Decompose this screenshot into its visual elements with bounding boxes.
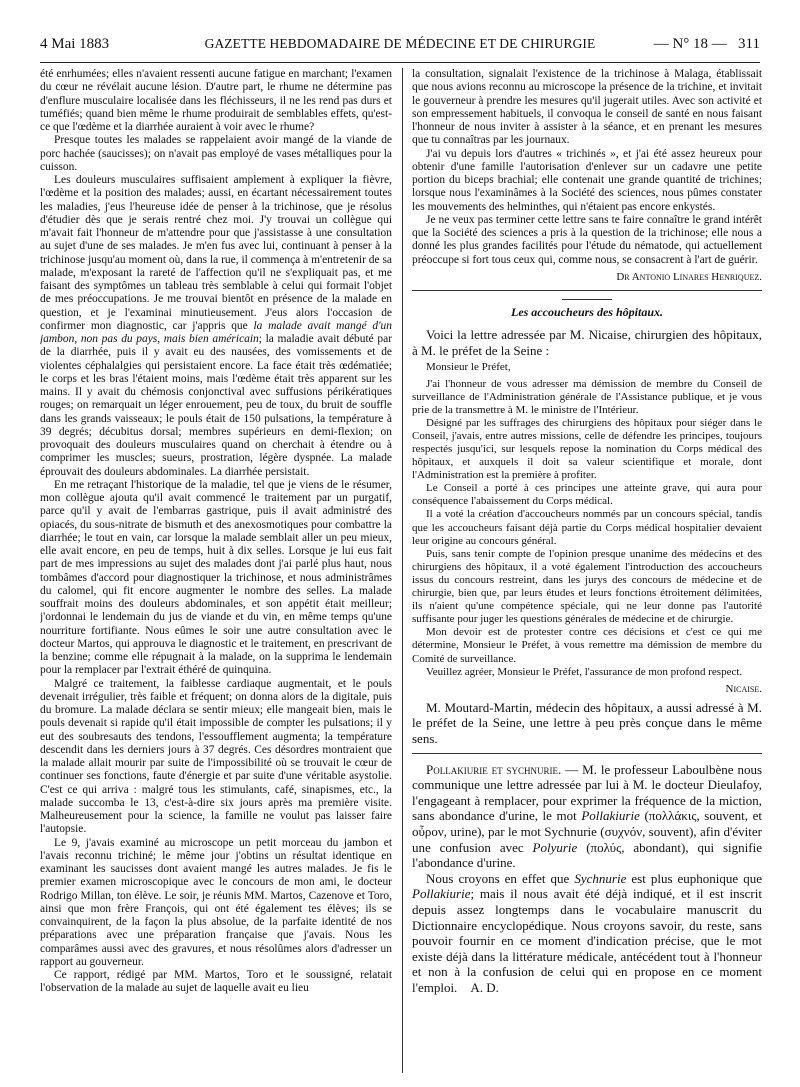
- italic-term: Sychnurie: [574, 870, 627, 886]
- letter-body: [412, 378, 762, 696]
- short-rule: [562, 299, 612, 300]
- italic-quote: la malade avait mangé d'un jambon, non pas du pays, mais bien américain: [40, 319, 392, 345]
- paragraph: Malgré ce traitement, la faiblesse cardiaque augmentait, et le pouls devenait irrégulier, très faible et fréquent; on donna alors de la digitale, puis du bromure. La malade déclara se sentir mieux; elle mangeait bien, mais le pouls devenait si rapide qu'il était impossible de compter les pulsations; il y eut des soubresauts des tendons, l'essoufflement augmenta; la température descendit dans les derniers jours à 37 degrés. Ces désordres montraient que la malade allait mourir par suite de l'impossibilité où se trouvait le cœur de continuer ses fonctions, faute d'énergie et par suite d'une véritable asystolie. C'est ce qui arriva : malgré tous les stimulants, café, sinapismes, etc., la malade succomba le 13, c'est-à-dire six jours après ma première visite. Malheureusement pour la science, la famille ne voulut pas laisser faire l'autopsie.: [40, 677, 392, 836]
- header-rule: [40, 62, 760, 63]
- section-rule: [412, 290, 762, 291]
- column-divider: [402, 68, 403, 1073]
- running-header: [40, 36, 760, 58]
- italic-term: Pollakiurie: [581, 808, 640, 824]
- paragraph: la consultation, signalait l'existence de la trichinose à Malaga, établissait que nous avions reconnu au microscope la présence de la trichine, et invitait le gouverneur à prendre les mesures qu'il jugerait utiles. Avec son activité et son empressement habituels, il convoqua le conseil de santé en nous faisant l'honneur de nous inviter à assister à la séance, et en prenant les mesures que tu connaîtras par les journaux.: [412, 68, 762, 147]
- paragraph: [40, 174, 392, 479]
- issue-and-page: [654, 36, 760, 53]
- letter-intro: Voici la lettre adressée par M. Nicaise, chirurgien des hôpitaux, à M. le préfet de la Seine :: [412, 327, 762, 358]
- paragraph-pollakiurie: [412, 762, 762, 871]
- left-column: [40, 68, 392, 1078]
- paragraph-sychnurie: [412, 871, 762, 996]
- text-run: (πολύς, abondant), qui signifie l'abondance d'urine.: [412, 839, 762, 871]
- paragraph: En me retraçant l'historique de la maladie, tel que je viens de le résumer, mon collègue ajouta qu'il avait commencé le traitement par un purgatif, parce qu'il y avait de l'embarras gastrique, puis il avait administré des opiacés, du sous-nitrate de bismuth et des anexosmotiques pour combattre la diarrhée; le tout en vain, car lorsque la malade semblait aller un peu mieux, elle avait encore, en peu de temps, huit à dix selles. Lorsque je lui eus fait part de mes impressions au sujet des malades dont j'ai parlé plus haut, nous tombâmes d'accord pour diagnostiquer la trichinose, et nous administrâmes du calomel, qui fit encore augmenter le nombre des selles. La malade souffrait moins des douleurs abdominales, et son appétit était meilleur; j'ordonnai le lendemain du jus de viande et du vin, en même temps qu'une nourriture fortifiante. Nous eûmes le soir une autre consultation avec le docteur Martos, qui approuva le diagnostic et le traitement, en prescrivant de la benzine; comme elle répugnait à la malade, on la supprima le lendemain pour la remplacer par l'extrait éthéré de quinquina.: [40, 478, 392, 677]
- paragraph: Le Conseil a porté à ces principes une atteinte grave, qui aura pour conséquence l'abaissement du Corps médical.: [412, 482, 762, 508]
- text-run: Les douleurs musculaires suffisaient amplement à expliquer la fièvre, l'œdème et la position des malades; aussi, en écartant nécessairement toutes les maladies, j'eus l'heureuse idée de penser à la trichinose, que je résolus d'étudier dès que je serais rentré chez moi. J'y trouvai un collègue qui m'avait fait l'honneur de m'attendre pour que j'assistasse à une consultation au sujet d'une de ses malades. Je m'en fus avec lui, continuant à penser à la trichinose jusqu'au moment où, dans la rue, il commença à m'entretenir de sa malade, m'exposant la rareté de l'affection qu'il ne s'expliquait pas, et me faisant des symptômes un tableau très semblable à celui qui formait l'objet de mes préoccupations. Je me trouvai bientôt en présence de la malade en question, et je l'examinai minutieusement. J'eus alors l'occasion de confirmer mon diagnostic, car j'appris que: [40, 174, 392, 332]
- right-column: [412, 68, 762, 1078]
- paragraph: Mon devoir est de protester contre ces décisions et c'est ce qui me détermine, Monsieur le Préfet, à vous remettre ma démission de membre du Comité de surveillance.: [412, 626, 762, 665]
- paragraph: Je ne veux pas terminer cette lettre sans te faire connaître le grand intérêt que la Société des sciences a pris à la question de la trichinose; elle nous a donné les plus grandes facilités pour l'étude du nématode, qui actuellement préoccupe si fort tous ceux qui, comme nous, se consacrent à l'art de guérir.: [412, 213, 762, 266]
- paragraph: Il a voté la création d'accoucheurs nommés par un concours spécial, tandis que les accoucheurs faisant déjà partie du Corps médical hospitalier devaient leur origine au concours général.: [412, 508, 762, 547]
- paragraph: Désigné par les suffrages des chirurgiens des hôpitaux pour siéger dans le Conseil, j'avais, entre autres missions, celle de défendre les principes, toujours respectés jusqu'ici, sur lesquels repose la nomination du Corps médical des hôpitaux, et auxquels il doit sa valeur scientifique et morale, dont l'Administration est la première à profiter.: [412, 416, 762, 482]
- section-title: Les accoucheurs des hôpitaux.: [510, 305, 663, 319]
- paragraph: Ce rapport, rédigé par MM. Martos, Toro et le soussigné, relatait l'observation de la malade au sujet de laquelle avait eu lieu: [40, 969, 392, 995]
- author-initials: A. D.: [470, 979, 499, 995]
- text-run: est plus euphonique que: [626, 870, 762, 886]
- rubric-heading: Pollakiurie et sychnurie.: [426, 761, 562, 777]
- paragraph: Puis, sans tenir compte de l'opinion presque unanime des médecins et des chirurgiens des hôpitaux, il a voté également l'introduction des accoucheurs issus du concours restreint, dans les jurys des concours de médecine et de chirurgie, bien que, par leurs études et leurs fonctions étroitement délimitées, ils n'aient qu'une compétence spéciale, qui ne leur donne pas l'autorité suffisante pour juger les questions générales de médecine et de chirurgie.: [412, 547, 762, 626]
- paragraph: Le 9, j'avais examiné au microscope un petit morceau du jambon et l'avais reconnu trichiné; le même jour j'obtins un résultat identique en examinant les saucisses dont avaient mangé les autres malades. Je fis le premier examen microscopique avec le concours de mon ami, le docteur Rodrigo Millan, ton élève. Le soir, je réunis MM. Martos, Cazenove et Toro, ainsi que mon frère François, qui ont été également tes élèves; ils se convainquirent, de la façon la plus absolue, de la parfaite identité de nos préparations avec une préparation française que j'avais. Nous les comparâmes aussi avec des gravures, et nous résolûmes alors d'adresser un rapport au gouverneur.: [40, 836, 392, 968]
- paragraph: été enrhumées; elles n'avaient ressenti aucune fatigue en marchant; l'examen du cœur ne révélait aucune lésion. D'autre part, le rhume ne détermine pas d'enflure musculaire localisée dans les fléchisseurs, il ne les rend pas durs et tuméfiés; quand bien même le rhume produirait de semblables effets, qu'est-ce que l'œdème et la diarrhée auraient à voir avec le rhume?: [40, 68, 392, 133]
- signature-linares: Dr Antonio Linares Henriquez.: [616, 270, 762, 283]
- paragraph: Veuillez agréer, Monsieur le Préfet, l'assurance de mon profond respect.: [426, 665, 743, 678]
- text-run: ; mais il nous avait été déjà indiqué, et il est inscrit depuis assez longtemps dans le vocabulaire manuscrit du Dictionnaire encyclopédique. Nous croyons savoir, du reste, sans pouvoir fournir en ce moment d'indication précise, que le mot existe déjà dans la littérature médicale, antécédent tout à l'honneur et non à la confusion de celui qui en propose en ce moment l'emploi.: [412, 886, 762, 995]
- italic-term: Polyurie: [532, 839, 578, 855]
- text-run: ; la maladie avait débuté par de la diarrhée, puis il y avait eu des nausées, des vomissements et de violentes céphalalgies qui persistaient encore. La face était très œdématiée; le corps et les bras l'étaient moins, mais l'œdème était très apparent sur les mains. Il y avait du chémosis conjonctival avec suffusions périkératiques rouges; on remarquait un léger enrouement, peu de toux, du bruit de souffle dans les grands vaisseaux; le pouls était de 150 pulsations, la température à 39 degrés; décubitus dorsal; membres supérieurs en demi-flexion; on provoquait des douleurs musculaires quand on cherchait à étendre ou à comprimer les muscles; sueurs, prostration, légère dyspnée. La malade éprouvait des douleurs abdominales. La diarrhée persistait.: [40, 333, 392, 478]
- italic-term: Pollakiurie: [412, 886, 471, 902]
- journal-title: GAZETTE HEBDOMADAIRE DE MÉDECINE ET DE CHIRURGIE: [204, 36, 596, 51]
- page-number: 311: [738, 36, 760, 52]
- paragraph: J'ai vu depuis lors d'autres « trichinés », et j'ai été assez heureux pour obtenir d'une famille l'autorisation d'enlever sur un cadavre une petite portion du biceps brachial; elle contenait une grande quantité de trichines; lorsque nous l'examinâmes à la Société des sciences, nous pûmes constater les mouvements des helminthes, qui n'étaient pas encore enkystés.: [412, 147, 762, 213]
- paragraph-moutard: M. Moutard-Martin, médecin des hôpitaux, a aussi adressé à M. le préfet de la Seine, une lettre à peu près conçue dans le même sens.: [412, 699, 762, 746]
- text-run: — M. le professeur Laboulbène nous communique une lettre adressée par lui à M. le docteur Dieulafoy, l'engageant à remplacer, pour exprimer la fréquence de la miction, sans abondance d'urine, le mot: [412, 761, 762, 824]
- paragraph: J'ai l'honneur de vous adresser ma démission de membre du Conseil de surveillance de l'Administration générale de l'Assistance publique, et je vous prie de la transmettre à M. le ministre de l'Intérieur.: [412, 377, 762, 416]
- salutation: Monsieur le Préfet,: [426, 361, 511, 374]
- paragraph: Presque toutes les malades se rappelaient avoir mangé de la viande de porc hachée (saucisses); on n'avait pas employé de vases métalliques pour la cuisson.: [40, 134, 392, 173]
- issue-date: 4 Mai 1883: [40, 36, 110, 52]
- signature-nicaise: Nicaise.: [725, 682, 762, 695]
- section-rule: [412, 753, 762, 754]
- text-run: Nous croyons en effet que: [426, 870, 575, 886]
- text-run: (πολλάκις, souvent, et οὖρον, urine), par le mot Sychnurie (συχνόν, souvent), afin d'éviter une confusion avec: [412, 808, 762, 855]
- issue-number: — N° 18 —: [653, 36, 727, 52]
